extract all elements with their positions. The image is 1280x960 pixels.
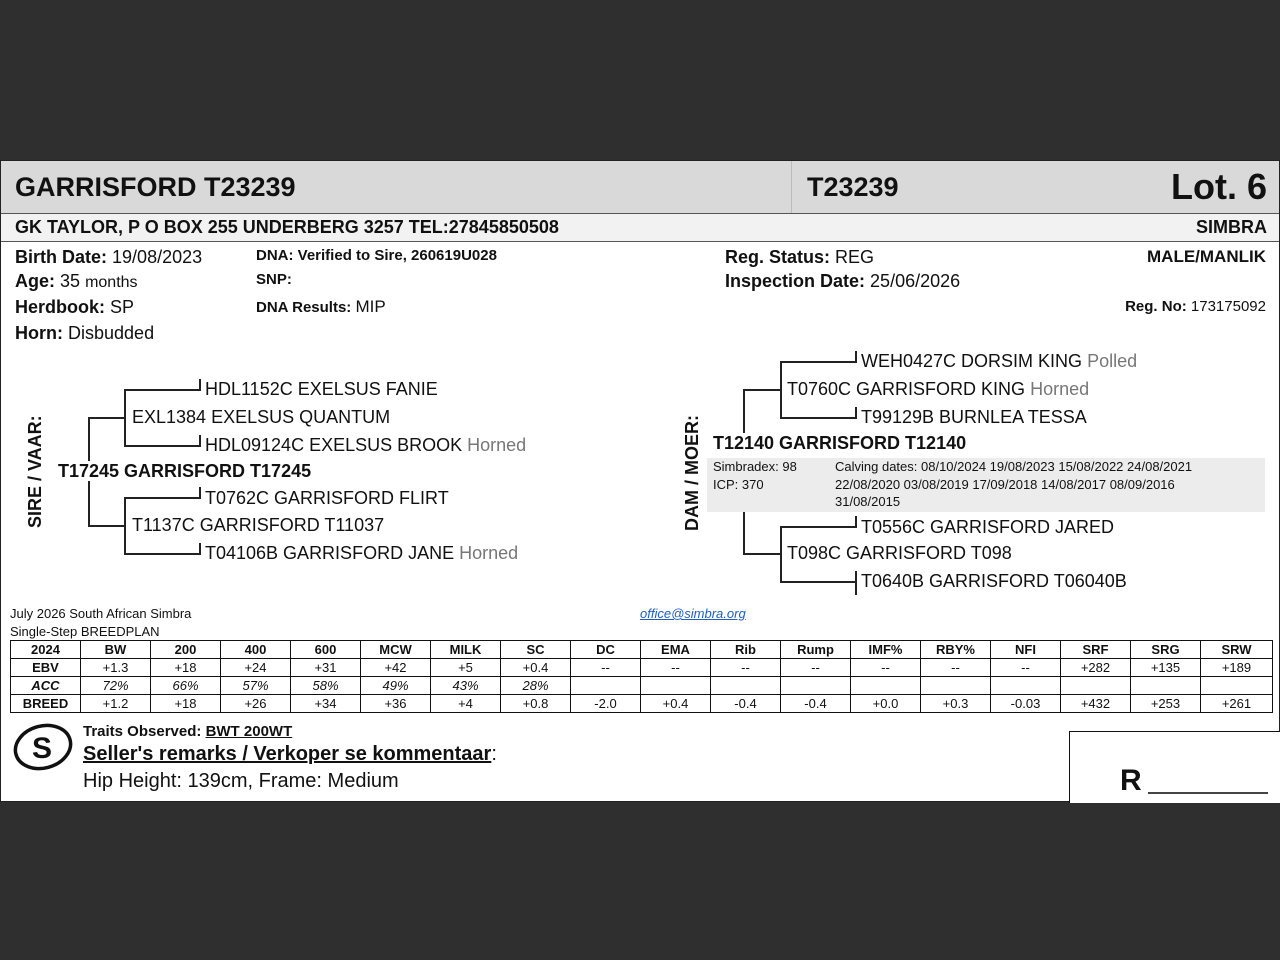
breedplan-column-header: SRW bbox=[1201, 641, 1273, 659]
breedplan-caption-2: Single-Step BREEDPLAN bbox=[10, 624, 160, 639]
sire-dam: T1137C GARRISFORD T11037 bbox=[132, 515, 385, 535]
breedplan-column-header: MILK bbox=[431, 641, 501, 659]
breedplan-cell bbox=[781, 677, 851, 695]
dna-verification: DNA: Verified to Sire, 260619U028 bbox=[256, 247, 497, 264]
owner-bar bbox=[1, 214, 1279, 242]
breedplan-cell: +18 bbox=[151, 659, 221, 677]
dna-results: DNA Results: MIP bbox=[256, 297, 386, 316]
breedplan-cell bbox=[851, 677, 921, 695]
breedplan-cell: +0.8 bbox=[501, 695, 571, 713]
herdbook: Herdbook: SP bbox=[15, 297, 135, 317]
breedplan-cell: +253 bbox=[1131, 695, 1201, 713]
email-link[interactable]: office@simbra.org bbox=[640, 606, 746, 621]
simbradex: Simbradex: 98 bbox=[713, 459, 797, 474]
breedplan-cell: -0.4 bbox=[711, 695, 781, 713]
breedplan-cell: 57% bbox=[221, 677, 291, 695]
breedplan-cell bbox=[991, 677, 1061, 695]
calving-dates-line3: 31/08/2015 bbox=[835, 494, 901, 509]
simbra-logo-icon bbox=[12, 721, 76, 773]
breedplan-cell: +0.3 bbox=[921, 695, 991, 713]
breedplan-column-header: SRG bbox=[1131, 641, 1201, 659]
dam-dam-sire: T0556C GARRISFORD JARED bbox=[861, 517, 1115, 537]
breedplan-cell: +432 bbox=[1061, 695, 1131, 713]
breedplan-cell: -- bbox=[641, 659, 711, 677]
dam-sire-dam: T99129B BURNLEA TESSA bbox=[861, 407, 1087, 427]
breedplan-cell: +135 bbox=[1131, 659, 1201, 677]
price-box[interactable] bbox=[1069, 731, 1280, 803]
breedplan-cell: -- bbox=[711, 659, 781, 677]
breedplan-cell: +24 bbox=[221, 659, 291, 677]
breedplan-column-header: DC bbox=[571, 641, 641, 659]
sire-side-label: SIRE / VAAR: bbox=[25, 415, 45, 528]
breedplan-cell: +0.0 bbox=[851, 695, 921, 713]
calving-dates-line2: 22/08/2020 03/08/2019 17/09/2018 14/08/2017 08/09/2016 bbox=[835, 477, 1175, 492]
breed-label: SIMBRA bbox=[1196, 217, 1267, 237]
breedplan-cell: +282 bbox=[1061, 659, 1131, 677]
calving-dates-line1: Calving dates: 08/10/2024 19/08/2023 15/08/2022 24/08/2021 bbox=[835, 459, 1193, 474]
breedplan-cell: +31 bbox=[291, 659, 361, 677]
breedplan-column-header: SC bbox=[501, 641, 571, 659]
breedplan-row-label: EBV bbox=[11, 659, 81, 677]
sire-sire-dam: HDL09124C EXELSUS BROOK Horned bbox=[205, 435, 527, 455]
dam-dam: T098C GARRISFORD T098 bbox=[787, 543, 1012, 563]
svg-text:S: S bbox=[32, 732, 53, 765]
breedplan-cell: +4 bbox=[431, 695, 501, 713]
breedplan-cell: -0.4 bbox=[781, 695, 851, 713]
breedplan-cell: +189 bbox=[1201, 659, 1273, 677]
breedplan-cell: +42 bbox=[361, 659, 431, 677]
breedplan-cell: -- bbox=[991, 659, 1061, 677]
owner-info: GK TAYLOR, P O BOX 255 UNDERBERG 3257 TEL:27845850508 bbox=[15, 217, 559, 237]
breedplan-cell bbox=[921, 677, 991, 695]
breedplan-cell: 49% bbox=[361, 677, 431, 695]
breedplan-cell: 43% bbox=[431, 677, 501, 695]
breedplan-column-header: Rump bbox=[781, 641, 851, 659]
animal-name: GARRISFORD T23239 bbox=[15, 172, 296, 202]
sire-dam-dam: T04106B GARRISFORD JANE Horned bbox=[205, 543, 519, 563]
breedplan-cell: -0.03 bbox=[991, 695, 1061, 713]
breedplan-column-header: NFI bbox=[991, 641, 1061, 659]
header-bar bbox=[1, 161, 1279, 214]
breedplan-cell: +26 bbox=[221, 695, 291, 713]
breedplan-column-header: RBY% bbox=[921, 641, 991, 659]
remarks-heading: Seller's remarks / Verkoper se kommentaar: bbox=[83, 743, 497, 765]
breedplan-column-header: 600 bbox=[291, 641, 361, 659]
age: Age: 35 months bbox=[15, 271, 138, 291]
breedplan-cell: +261 bbox=[1201, 695, 1273, 713]
sire-sire: EXL1384 EXELSUS QUANTUM bbox=[132, 407, 391, 427]
sire-sire-sire: HDL1152C EXELSUS FANIE bbox=[205, 379, 438, 399]
dam-name: T12140 GARRISFORD T12140 bbox=[713, 433, 967, 453]
horn-status: Horn: Disbudded bbox=[15, 323, 155, 343]
snp-label: SNP: bbox=[256, 271, 292, 288]
breedplan-cell bbox=[641, 677, 711, 695]
sex-label: MALE/MANLIK bbox=[1147, 247, 1266, 266]
breedplan-cell: 58% bbox=[291, 677, 361, 695]
breedplan-cell: -- bbox=[781, 659, 851, 677]
reg-number: Reg. No: 173175092 bbox=[1125, 298, 1266, 315]
sire-dam-sire: T0762C GARRISFORD FLIRT bbox=[205, 488, 449, 508]
breedplan-row-label: BREED bbox=[11, 695, 81, 713]
breedplan-cell: -- bbox=[851, 659, 921, 677]
breedplan-cell bbox=[571, 677, 641, 695]
breedplan-cell: 28% bbox=[501, 677, 571, 695]
seller-remarks: Hip Height: 139cm, Frame: Medium bbox=[83, 770, 399, 792]
dam-sire-sire: WEH0427C DORSIM KING Polled bbox=[861, 351, 1138, 371]
breedplan-cell: +1.3 bbox=[81, 659, 151, 677]
breedplan-cell: -- bbox=[571, 659, 641, 677]
breedplan-cell: 72% bbox=[81, 677, 151, 695]
breedplan-row bbox=[11, 659, 1273, 677]
dam-side-label: DAM / MOER: bbox=[682, 415, 702, 531]
breedplan-cell: -2.0 bbox=[571, 695, 641, 713]
breedplan-row-label: ACC bbox=[11, 677, 81, 695]
breedplan-cell: 66% bbox=[151, 677, 221, 695]
breedplan-header-row bbox=[11, 641, 1273, 659]
reg-status: Reg. Status: REG bbox=[725, 247, 875, 267]
breedplan-column-header: BW bbox=[81, 641, 151, 659]
breedplan-cell: +36 bbox=[361, 695, 431, 713]
breedplan-column-header: 400 bbox=[221, 641, 291, 659]
lot-card bbox=[0, 160, 1280, 802]
dam-dam-dam: T0640B GARRISFORD T06040B bbox=[861, 571, 1127, 591]
breedplan-column-header: 200 bbox=[151, 641, 221, 659]
icp: ICP: 370 bbox=[713, 477, 764, 492]
breedplan-column-header: SRF bbox=[1061, 641, 1131, 659]
breedplan-column-header: EMA bbox=[641, 641, 711, 659]
breedplan-table bbox=[10, 640, 1273, 713]
breedplan-column-header: IMF% bbox=[851, 641, 921, 659]
breedplan-row bbox=[11, 677, 1273, 695]
birth-date: Birth Date: 19/08/2023 bbox=[15, 247, 203, 267]
lot-number: Lot. 6 bbox=[1171, 166, 1267, 207]
breedplan-cell: +5 bbox=[431, 659, 501, 677]
dam-sire: T0760C GARRISFORD KING Horned bbox=[787, 379, 1090, 399]
inspection-date: Inspection Date: 25/06/2026 bbox=[725, 271, 961, 291]
breedplan-cell bbox=[1201, 677, 1273, 695]
breedplan-cell: +18 bbox=[151, 695, 221, 713]
price-label: R bbox=[1120, 764, 1142, 797]
breedplan-caption-1: July 2026 South African Simbra bbox=[10, 606, 192, 621]
breedplan-cell bbox=[711, 677, 781, 695]
breedplan-row bbox=[11, 695, 1273, 713]
breedplan-cell bbox=[1061, 677, 1131, 695]
breedplan-column-header: 2024 bbox=[11, 641, 81, 659]
breedplan-cell: +34 bbox=[291, 695, 361, 713]
traits-observed: Traits Observed: BWT 200WT bbox=[83, 723, 293, 740]
animal-id: T23239 bbox=[807, 172, 899, 202]
breedplan-cell bbox=[1131, 677, 1201, 695]
sire-name: T17245 GARRISFORD T17245 bbox=[58, 461, 312, 481]
breedplan-cell: +0.4 bbox=[501, 659, 571, 677]
breedplan-cell: +1.2 bbox=[81, 695, 151, 713]
breedplan-cell: -- bbox=[921, 659, 991, 677]
breedplan-column-header: MCW bbox=[361, 641, 431, 659]
breedplan-cell: +0.4 bbox=[641, 695, 711, 713]
breedplan-column-header: Rib bbox=[711, 641, 781, 659]
